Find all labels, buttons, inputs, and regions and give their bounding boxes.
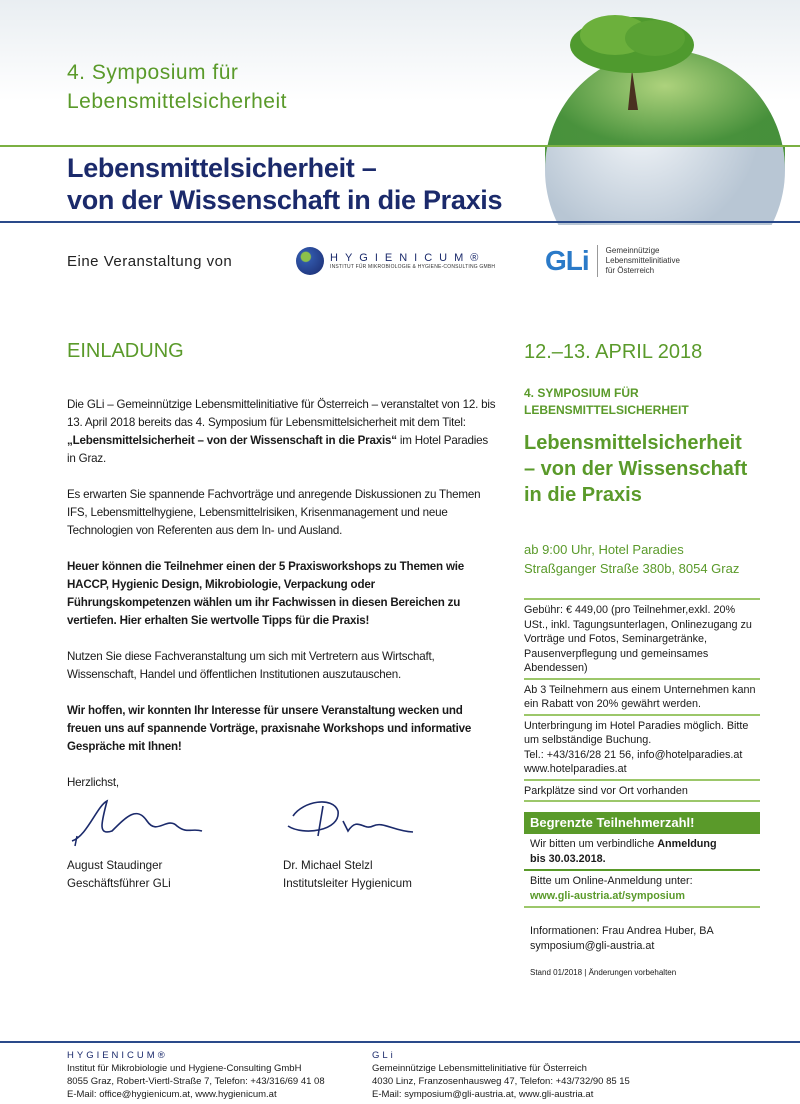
signature-col-2 bbox=[283, 796, 499, 893]
signer-name: August Staudinger bbox=[67, 859, 163, 872]
parking-info: Parkplätze sind vor Ort vorhanden bbox=[524, 781, 760, 803]
green-divider bbox=[0, 145, 800, 147]
organizer-label: Eine Veranstaltung von bbox=[67, 253, 233, 270]
limit-heading: Begrenzte Teilnehmerzahl! bbox=[524, 812, 760, 834]
signer-role: Institutsleiter Hygienicum bbox=[283, 877, 412, 890]
footer-line: Gemeinnützige Lebensmittelinitiative für Österreich bbox=[372, 1063, 587, 1074]
registration-link[interactable]: www.gli-austria.at/symposium bbox=[530, 889, 685, 902]
symposium-heading bbox=[67, 58, 287, 116]
discount-info: Ab 3 Teilnehmern aus einem Unternehmen kann ein Rabatt von 20% gewährt werden. bbox=[524, 680, 760, 716]
main-title-line-2: von der Wissenschaft in die Praxis bbox=[67, 185, 503, 215]
signature-stelzl bbox=[283, 796, 423, 852]
p1-end: im Hotel Paradies in Graz. bbox=[67, 434, 488, 465]
main-title-line-1: Lebensmittelsicherheit – bbox=[67, 153, 377, 183]
gli-line-1: Gemeinnützige bbox=[605, 246, 660, 255]
footer-gli bbox=[372, 1049, 630, 1101]
contact-person: Informationen: Frau Andrea Huber, BA bbox=[530, 925, 714, 937]
online-text: Bitte um Online-Anmeldung unter: bbox=[530, 875, 693, 887]
signature-col-1 bbox=[67, 796, 283, 893]
signer-name: Dr. Michael Stelzl bbox=[283, 859, 373, 872]
event-location bbox=[524, 540, 760, 578]
footer-divider bbox=[0, 1041, 800, 1043]
footer-hygienicum bbox=[67, 1049, 325, 1101]
left-column bbox=[67, 396, 499, 893]
signature-staudinger bbox=[67, 796, 207, 852]
gli-line-2: Lebensmittelinitiative bbox=[605, 256, 680, 265]
hygienicum-logo bbox=[296, 247, 495, 275]
right-column bbox=[524, 340, 760, 978]
p1-bold: „Lebensmittelsicherheit – von der Wissenschaft in die Praxis“ bbox=[67, 434, 397, 447]
contact-info bbox=[524, 924, 760, 954]
paragraph-2: Es erwarten Sie spannende Fachvorträge und anregende Diskussionen zu Themen IFS, Lebensmittelhygiene, Lebensmittelrisiken, Krisenmanagement und neue Technologien von Referenten aus dem In- und Ausland. bbox=[67, 488, 481, 537]
symposium-line-1: 4. Symposium für bbox=[67, 61, 239, 84]
gli-wordmark: GLi bbox=[545, 245, 598, 277]
blue-divider bbox=[0, 221, 800, 223]
footer-line: 4030 Linz, Franzosenhausweg 47, Telefon: +43/732/90 85 15 bbox=[372, 1076, 630, 1087]
hotel-contact[interactable]: Tel.: +43/316/28 21 56, info@hotelparadies.at bbox=[524, 748, 743, 761]
event-address: Straßganger Straße 380b, 8054 Graz bbox=[524, 561, 740, 576]
registration-deadline bbox=[524, 834, 760, 871]
closing: Herzlichst, bbox=[67, 776, 119, 789]
p1-text: Die GLi – Gemeinnützige Lebensmittelinitiative für Österreich – veranstaltet von 12. bis 13. April 2018 bereits das 4. Symposium für Lebensmittelsicherheit mit dem Titel: bbox=[67, 398, 496, 429]
invitation-body bbox=[67, 396, 499, 792]
registration-box bbox=[524, 812, 760, 908]
hygienicum-name: HYGIENICUM® bbox=[330, 252, 486, 264]
deadline-date: bis 30.03.2018. bbox=[530, 852, 606, 865]
event-title-1: Lebensmittelsicherheit bbox=[524, 432, 742, 454]
signatures bbox=[67, 796, 499, 893]
paragraph-3: Heuer können die Teilnehmer einen der 5 Praxisworkshops zu Themen wie HACCP, Hygienic Design, Mikrobiologie, Verpackung oder Führungskompetenzen wählen um ihr Fachwissen in diesen Bereichen zu vertiefen. Hier erhalten Sie wertvolle Tipps für die Praxis! bbox=[67, 560, 465, 627]
gli-logo bbox=[545, 245, 680, 277]
hotel-text: Unterbringung im Hotel Paradies möglich. Bitte um selbständige Buchung. bbox=[524, 719, 749, 746]
sub-line-2: LEBENSMITTELSICHERHEIT bbox=[524, 403, 689, 417]
paragraph-1 bbox=[67, 396, 499, 468]
online-registration bbox=[524, 871, 760, 908]
tree-globe-illustration bbox=[520, 0, 800, 225]
globe-logo-icon bbox=[296, 247, 324, 275]
footer-name: HYGIENICUM® bbox=[67, 1050, 168, 1061]
hygienicum-subtitle: INSTITUT FÜR MIKROBIOLOGIE & HYGIENE-CONSULTING GMBH bbox=[330, 264, 496, 270]
invitation-heading: EINLADUNG bbox=[67, 340, 184, 362]
symposium-line-2: Lebensmittelsicherheit bbox=[67, 90, 287, 113]
footer-contact[interactable]: E-Mail: symposium@gli-austria.at, www.gli-austria.at bbox=[372, 1089, 594, 1100]
event-time: ab 9:00 Uhr, Hotel Paradies bbox=[524, 542, 684, 557]
footer-line: 8055 Graz, Robert-Viertl-Straße 7, Telefon: +43/316/69 41 08 bbox=[67, 1076, 325, 1087]
fee-info: Gebühr: € 449,00 (pro Teilnehmer,exkl. 20% USt., inkl. Tagungsunterlagen, Onlinezugang zu Vorträge und Fotos, Seminargetränke, Pausenverpflegung und gemeinsames Abendessen) bbox=[524, 600, 760, 680]
gli-line-3: für Österreich bbox=[605, 266, 655, 275]
main-title bbox=[67, 152, 502, 216]
deadline-bold: Anmeldung bbox=[657, 838, 717, 850]
details-box bbox=[524, 598, 760, 802]
event-subheading bbox=[524, 385, 760, 419]
footer-contact[interactable]: E-Mail: office@hygienicum.at, www.hygienicum.at bbox=[67, 1089, 277, 1100]
signature-block-2 bbox=[283, 857, 499, 893]
event-title-3: in die Praxis bbox=[524, 484, 642, 506]
version-note: Stand 01/2018 | Änderungen vorbehalten bbox=[530, 968, 677, 977]
footer-line: Institut für Mikrobiologie und Hygiene-Consulting GmbH bbox=[67, 1063, 302, 1074]
hotel-website-link[interactable]: www.hotelparadies.at bbox=[524, 763, 627, 775]
hotel-info bbox=[524, 716, 760, 781]
event-title-2: – von der Wissenschaft bbox=[524, 458, 748, 480]
signer-role: Geschäftsführer GLi bbox=[67, 877, 171, 890]
signature-block-1 bbox=[67, 857, 283, 893]
event-title bbox=[524, 430, 760, 508]
contact-email[interactable]: symposium@gli-austria.at bbox=[530, 940, 655, 952]
deadline-text: Wir bitten um verbindliche bbox=[530, 838, 658, 850]
sub-line-1: 4. SYMPOSIUM FÜR bbox=[524, 386, 639, 400]
paragraph-5: Wir hoffen, wir konnten Ihr Interesse für unsere Veranstaltung wecken und freuen uns auf spannende Vorträge, praxisnahe Workshops und informative Gespräche mit Ihnen! bbox=[67, 704, 472, 753]
paragraph-4: Nutzen Sie diese Fachveranstaltung um sich mit Vertretern aus Wirtschaft, Wissenschaft, Handel und öffentlichen Institutionen auszutauschen. bbox=[67, 650, 435, 681]
footer-name: GLi bbox=[372, 1050, 396, 1061]
event-date: 12.–13. APRIL 2018 bbox=[524, 341, 703, 363]
